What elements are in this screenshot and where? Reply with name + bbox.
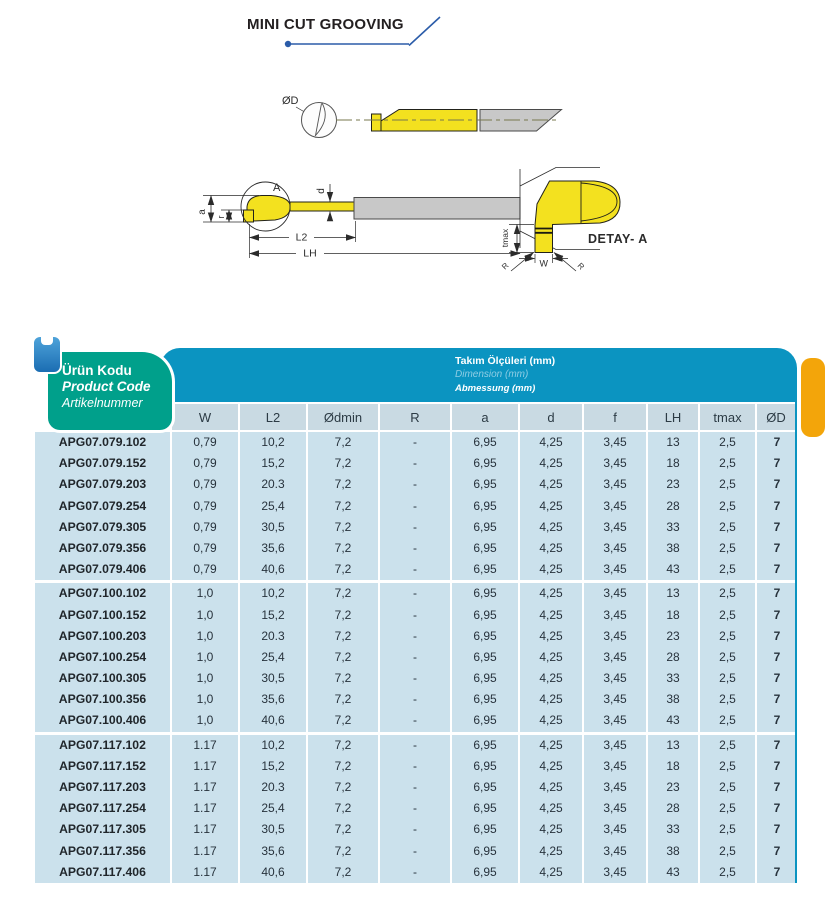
value-cell: 3,45 bbox=[584, 538, 648, 559]
value-cell: 6,95 bbox=[452, 689, 520, 710]
table-row bbox=[35, 689, 797, 710]
column-header-lh: LH bbox=[648, 402, 700, 430]
product-code-cell: APG07.117.356 bbox=[35, 841, 172, 862]
value-cell: 7 bbox=[773, 540, 781, 555]
product-code-cell: APG07.100.102 bbox=[35, 583, 172, 604]
value-cell: 1,0 bbox=[172, 647, 240, 668]
value-cell: 7 bbox=[773, 864, 781, 879]
table-row bbox=[35, 432, 797, 453]
value-cell: 2,5 bbox=[700, 841, 757, 862]
od-label: ØD bbox=[282, 95, 299, 107]
value-cell: 7 bbox=[773, 456, 781, 471]
value-cell: 1,0 bbox=[172, 626, 240, 647]
value-cell: 33 bbox=[648, 819, 700, 840]
value-cell: - bbox=[380, 668, 452, 689]
value-cell: 10,2 bbox=[240, 735, 308, 756]
value-cell: 18 bbox=[648, 756, 700, 777]
value-cell: 6,95 bbox=[452, 496, 520, 517]
value-cell: 18 bbox=[648, 453, 700, 474]
value-cell: 20.3 bbox=[240, 777, 308, 798]
value-cell: 43 bbox=[648, 862, 700, 883]
value-cell: 6,95 bbox=[452, 453, 520, 474]
value-cell: 3,45 bbox=[584, 735, 648, 756]
value-cell: 4,25 bbox=[520, 735, 584, 756]
table-row bbox=[35, 732, 797, 756]
value-cell: 13 bbox=[648, 583, 700, 604]
value-cell: 30,5 bbox=[240, 668, 308, 689]
value-cell: 7,2 bbox=[308, 605, 380, 626]
value-cell: 3,45 bbox=[584, 689, 648, 710]
value-cell: 7,2 bbox=[308, 496, 380, 517]
value-cell: 3,45 bbox=[584, 605, 648, 626]
value-cell: 2,5 bbox=[700, 496, 757, 517]
tmax-dim-label: tmax bbox=[500, 228, 510, 248]
value-cell: 7 bbox=[773, 628, 781, 643]
value-cell: 1,0 bbox=[172, 668, 240, 689]
table-row bbox=[35, 559, 797, 580]
value-cell: 3,45 bbox=[584, 841, 648, 862]
value-cell: - bbox=[380, 453, 452, 474]
value-cell: 4,25 bbox=[520, 626, 584, 647]
value-cell: 25,4 bbox=[240, 798, 308, 819]
value-cell: 7 bbox=[773, 692, 781, 707]
value-cell: 7 bbox=[773, 822, 781, 837]
value-cell: 13 bbox=[648, 735, 700, 756]
value-cell: 4,25 bbox=[520, 432, 584, 453]
value-cell: 30,5 bbox=[240, 819, 308, 840]
value-cell: 7,2 bbox=[308, 819, 380, 840]
value-cell: 6,95 bbox=[452, 517, 520, 538]
value-cell: 1,0 bbox=[172, 583, 240, 604]
value-cell: 7 bbox=[773, 758, 781, 773]
table-row bbox=[35, 453, 797, 474]
value-cell: 7 bbox=[773, 649, 781, 664]
product-code-cell: APG07.117.254 bbox=[35, 798, 172, 819]
value-cell: 6,95 bbox=[452, 735, 520, 756]
column-header-r: R bbox=[380, 402, 452, 430]
value-cell: 6,95 bbox=[452, 538, 520, 559]
value-cell: 6,95 bbox=[452, 798, 520, 819]
value-cell: 2,5 bbox=[700, 862, 757, 883]
value-cell: 7,2 bbox=[308, 689, 380, 710]
value-cell: 1.17 bbox=[172, 777, 240, 798]
title-underline bbox=[285, 17, 440, 47]
product-code-cell: APG07.100.305 bbox=[35, 668, 172, 689]
product-code-header-en: Product Code bbox=[62, 379, 151, 394]
product-code-cell: APG07.079.254 bbox=[35, 496, 172, 517]
table-row bbox=[35, 538, 797, 559]
value-cell: 4,25 bbox=[520, 798, 584, 819]
value-cell: 7 bbox=[773, 562, 781, 577]
value-cell: 40,6 bbox=[240, 862, 308, 883]
value-cell: 2,5 bbox=[700, 605, 757, 626]
product-code-cell: APG07.100.406 bbox=[35, 710, 172, 731]
value-cell: 23 bbox=[648, 626, 700, 647]
table-row bbox=[35, 496, 797, 517]
product-code-header bbox=[48, 352, 172, 430]
value-cell: 1.17 bbox=[172, 819, 240, 840]
value-cell: 38 bbox=[648, 689, 700, 710]
value-cell: 7,2 bbox=[308, 517, 380, 538]
value-cell: 2,5 bbox=[700, 559, 757, 580]
value-cell: 1,0 bbox=[172, 605, 240, 626]
product-code-cell: APG07.117.406 bbox=[35, 862, 172, 883]
value-cell: 33 bbox=[648, 517, 700, 538]
value-cell: 7,2 bbox=[308, 756, 380, 777]
value-cell: 4,25 bbox=[520, 538, 584, 559]
value-cell: 7,2 bbox=[308, 432, 380, 453]
value-cell: 1.17 bbox=[172, 841, 240, 862]
technical-drawing bbox=[0, 0, 825, 330]
value-cell: 3,45 bbox=[584, 756, 648, 777]
value-cell: 2,5 bbox=[700, 647, 757, 668]
value-cell: 7 bbox=[773, 843, 781, 858]
product-table bbox=[35, 348, 797, 888]
table-body bbox=[35, 432, 797, 883]
dimensions-header-tr: Takım Ölçüleri (mm) bbox=[455, 355, 556, 367]
value-cell: 38 bbox=[648, 538, 700, 559]
product-code-cell: APG07.100.203 bbox=[35, 626, 172, 647]
product-code-cell: APG07.100.356 bbox=[35, 689, 172, 710]
value-cell: 15,2 bbox=[240, 453, 308, 474]
value-cell: 38 bbox=[648, 841, 700, 862]
value-cell: 2,5 bbox=[700, 626, 757, 647]
product-code-cell: APG07.079.406 bbox=[35, 559, 172, 580]
value-cell: 4,25 bbox=[520, 819, 584, 840]
value-cell: 2,5 bbox=[700, 819, 757, 840]
value-cell: 3,45 bbox=[584, 819, 648, 840]
value-cell: 2,5 bbox=[700, 710, 757, 731]
detail-title: DETAY- A bbox=[588, 232, 648, 246]
shank bbox=[354, 198, 520, 220]
value-cell: 15,2 bbox=[240, 605, 308, 626]
w-dim-label: W bbox=[539, 258, 548, 269]
value-cell: 4,25 bbox=[520, 710, 584, 731]
value-cell: 0,79 bbox=[172, 538, 240, 559]
column-header-l2: L2 bbox=[240, 402, 308, 430]
value-cell: 7 bbox=[773, 780, 781, 794]
product-code-cell: APG07.079.102 bbox=[35, 432, 172, 453]
value-cell: - bbox=[380, 496, 452, 517]
value-cell: 2,5 bbox=[700, 474, 757, 495]
value-cell: - bbox=[380, 647, 452, 668]
value-cell: 25,4 bbox=[240, 496, 308, 517]
value-cell: 28 bbox=[648, 647, 700, 668]
value-cell: 43 bbox=[648, 710, 700, 731]
lh-dim-label: LH bbox=[303, 247, 317, 260]
value-cell: 18 bbox=[648, 605, 700, 626]
value-cell: 6,95 bbox=[452, 819, 520, 840]
table-row bbox=[35, 474, 797, 495]
value-cell: - bbox=[380, 583, 452, 604]
value-cell: 43 bbox=[648, 559, 700, 580]
value-cell: 1,0 bbox=[172, 710, 240, 731]
value-cell: 1.17 bbox=[172, 862, 240, 883]
value-cell: 3,45 bbox=[584, 432, 648, 453]
radius-right-label: R bbox=[575, 261, 586, 272]
value-cell: 7,2 bbox=[308, 583, 380, 604]
table-right-edge bbox=[795, 402, 797, 883]
value-cell: 6,95 bbox=[452, 710, 520, 731]
product-code-cell: APG07.079.356 bbox=[35, 538, 172, 559]
value-cell: 0,79 bbox=[172, 453, 240, 474]
value-cell: 7,2 bbox=[308, 453, 380, 474]
dimensions-header-de: Abmessung (mm) bbox=[455, 383, 536, 394]
value-cell: 6,95 bbox=[452, 474, 520, 495]
column-header-od: ØD bbox=[757, 402, 797, 430]
value-cell: 7,2 bbox=[308, 777, 380, 798]
end-view-circle bbox=[302, 103, 337, 138]
value-cell: 6,95 bbox=[452, 756, 520, 777]
value-cell: 23 bbox=[648, 474, 700, 495]
product-code-header-tr: Ürün Kodu bbox=[62, 363, 132, 378]
product-code-cell: APG07.117.102 bbox=[35, 735, 172, 756]
value-cell: 7,2 bbox=[308, 735, 380, 756]
value-cell: - bbox=[380, 517, 452, 538]
product-code-cell: APG07.100.254 bbox=[35, 647, 172, 668]
product-code-cell: APG07.079.152 bbox=[35, 453, 172, 474]
value-cell: 2,5 bbox=[700, 668, 757, 689]
value-cell: 7 bbox=[773, 435, 781, 449]
value-cell: - bbox=[380, 538, 452, 559]
l2-dim-label: L2 bbox=[295, 231, 308, 244]
value-cell: 25,4 bbox=[240, 647, 308, 668]
value-cell: 4,25 bbox=[520, 689, 584, 710]
value-cell: 6,95 bbox=[452, 559, 520, 580]
value-cell: 3,45 bbox=[584, 517, 648, 538]
value-cell: 3,45 bbox=[584, 474, 648, 495]
column-header-odmin: Ødmin bbox=[308, 402, 380, 430]
value-cell: - bbox=[380, 777, 452, 798]
value-cell: 6,95 bbox=[452, 626, 520, 647]
column-header-d: d bbox=[520, 402, 584, 430]
value-cell: 1.17 bbox=[172, 756, 240, 777]
table-row bbox=[35, 668, 797, 689]
product-code-cell: APG07.100.152 bbox=[35, 605, 172, 626]
value-cell: 7,2 bbox=[308, 647, 380, 668]
table-row bbox=[35, 798, 797, 819]
value-cell: 40,6 bbox=[240, 559, 308, 580]
value-cell: 6,95 bbox=[452, 605, 520, 626]
value-cell: 4,25 bbox=[520, 496, 584, 517]
tool-side-view bbox=[282, 95, 562, 138]
value-cell: 4,25 bbox=[520, 862, 584, 883]
value-cell: - bbox=[380, 432, 452, 453]
value-cell: - bbox=[380, 756, 452, 777]
value-cell: 35,6 bbox=[240, 689, 308, 710]
value-cell: 33 bbox=[648, 668, 700, 689]
product-code-cell: APG07.117.203 bbox=[35, 777, 172, 798]
value-cell: 7 bbox=[773, 713, 781, 728]
value-cell: 3,45 bbox=[584, 668, 648, 689]
table-row bbox=[35, 756, 797, 777]
value-cell: 4,25 bbox=[520, 583, 584, 604]
value-cell: 6,95 bbox=[452, 583, 520, 604]
product-code-cell: APG07.117.152 bbox=[35, 756, 172, 777]
value-cell: 3,45 bbox=[584, 777, 648, 798]
steel-shank bbox=[480, 110, 562, 132]
table-row bbox=[35, 777, 797, 798]
detail-ref-label: A bbox=[273, 182, 281, 194]
value-cell: 0,79 bbox=[172, 517, 240, 538]
bookmark-icon[interactable] bbox=[32, 335, 62, 374]
table-row bbox=[35, 819, 797, 840]
value-cell: 3,45 bbox=[584, 798, 648, 819]
value-cell: 2,5 bbox=[700, 777, 757, 798]
value-cell: 3,45 bbox=[584, 453, 648, 474]
table-row bbox=[35, 710, 797, 731]
value-cell: - bbox=[380, 798, 452, 819]
dimensions-header-en: Dimension (mm) bbox=[455, 369, 529, 380]
value-cell: 7,2 bbox=[308, 559, 380, 580]
value-cell: - bbox=[380, 474, 452, 495]
value-cell: 2,5 bbox=[700, 756, 757, 777]
value-cell: 6,95 bbox=[452, 777, 520, 798]
value-cell: 2,5 bbox=[700, 689, 757, 710]
value-cell: 3,45 bbox=[584, 583, 648, 604]
value-cell: 7,2 bbox=[308, 798, 380, 819]
page-index-tab[interactable] bbox=[801, 358, 825, 437]
value-cell: 35,6 bbox=[240, 841, 308, 862]
table-row bbox=[35, 605, 797, 626]
value-cell: 35,6 bbox=[240, 538, 308, 559]
value-cell: - bbox=[380, 559, 452, 580]
value-cell: 0,79 bbox=[172, 432, 240, 453]
value-cell: 2,5 bbox=[700, 432, 757, 453]
product-code-header-de: Artikelnummer bbox=[62, 396, 143, 410]
value-cell: 4,25 bbox=[520, 559, 584, 580]
value-cell: 7,2 bbox=[308, 710, 380, 731]
cutting-tip bbox=[372, 114, 382, 131]
value-cell: - bbox=[380, 735, 452, 756]
table-row bbox=[35, 517, 797, 538]
value-cell: 6,95 bbox=[452, 668, 520, 689]
value-cell: 40,6 bbox=[240, 710, 308, 731]
value-cell: 7 bbox=[773, 519, 781, 534]
product-code-cell: APG07.079.305 bbox=[35, 517, 172, 538]
value-cell: 23 bbox=[648, 777, 700, 798]
value-cell: 3,45 bbox=[584, 862, 648, 883]
value-cell: 3,45 bbox=[584, 626, 648, 647]
value-cell: 10,2 bbox=[240, 432, 308, 453]
value-cell: - bbox=[380, 862, 452, 883]
value-cell: 1.17 bbox=[172, 735, 240, 756]
value-cell: 7,2 bbox=[308, 841, 380, 862]
value-cell: 7,2 bbox=[308, 474, 380, 495]
value-cell: 2,5 bbox=[700, 798, 757, 819]
radius-left-label: R bbox=[500, 261, 511, 272]
value-cell: 3,45 bbox=[584, 647, 648, 668]
column-header-tmax: tmax bbox=[700, 402, 757, 430]
value-cell: 4,25 bbox=[520, 605, 584, 626]
value-cell: 6,95 bbox=[452, 862, 520, 883]
detail-a-view bbox=[500, 181, 648, 272]
value-cell: 7 bbox=[773, 607, 781, 622]
value-cell: 4,25 bbox=[520, 647, 584, 668]
value-cell: 6,95 bbox=[452, 432, 520, 453]
table-row bbox=[35, 862, 797, 883]
a-dim-label: a bbox=[197, 209, 208, 215]
value-cell: 7,2 bbox=[308, 538, 380, 559]
value-cell: 15,2 bbox=[240, 756, 308, 777]
value-cell: - bbox=[380, 605, 452, 626]
value-cell: 7,2 bbox=[308, 626, 380, 647]
product-code-cell: APG07.117.305 bbox=[35, 819, 172, 840]
r-dim-label: r bbox=[216, 215, 226, 219]
value-cell: 28 bbox=[648, 496, 700, 517]
value-cell: 2,5 bbox=[700, 583, 757, 604]
value-cell: 1,0 bbox=[172, 689, 240, 710]
value-cell: 20.3 bbox=[240, 626, 308, 647]
value-cell: 7,2 bbox=[308, 668, 380, 689]
value-cell: 2,5 bbox=[700, 735, 757, 756]
value-cell: 4,25 bbox=[520, 474, 584, 495]
value-cell: 0,79 bbox=[172, 496, 240, 517]
value-cell: 4,25 bbox=[520, 453, 584, 474]
value-cell: 13 bbox=[648, 432, 700, 453]
value-cell: 2,5 bbox=[700, 517, 757, 538]
value-cell: 7,2 bbox=[308, 862, 380, 883]
value-cell: 7 bbox=[773, 671, 781, 686]
value-cell: - bbox=[380, 819, 452, 840]
table-row bbox=[35, 647, 797, 668]
value-cell: - bbox=[380, 689, 452, 710]
column-header-f: f bbox=[584, 402, 648, 430]
value-cell: 4,25 bbox=[520, 777, 584, 798]
value-cell: 2,5 bbox=[700, 453, 757, 474]
value-cell: 7 bbox=[773, 586, 781, 601]
dimensions-header-band bbox=[160, 348, 797, 402]
value-cell: 0,79 bbox=[172, 474, 240, 495]
value-cell: 4,25 bbox=[520, 841, 584, 862]
table-row bbox=[35, 841, 797, 862]
value-cell: 4,25 bbox=[520, 668, 584, 689]
value-cell: 3,45 bbox=[584, 559, 648, 580]
page-title: MINI CUT GROOVING bbox=[247, 16, 404, 33]
value-cell: 6,95 bbox=[452, 647, 520, 668]
value-cell: 2,5 bbox=[700, 538, 757, 559]
value-cell: 4,25 bbox=[520, 517, 584, 538]
value-cell: 7 bbox=[773, 801, 781, 816]
value-cell: 20.3 bbox=[240, 474, 308, 495]
table-row bbox=[35, 626, 797, 647]
column-header-a: a bbox=[452, 402, 520, 430]
value-cell: 7 bbox=[773, 498, 781, 513]
d-dim-label: d bbox=[316, 188, 327, 194]
value-cell: 6,95 bbox=[452, 841, 520, 862]
table-row bbox=[35, 580, 797, 604]
value-cell: 10,2 bbox=[240, 583, 308, 604]
column-header-w: W bbox=[172, 402, 240, 430]
value-cell: 4,25 bbox=[520, 756, 584, 777]
value-cell: 30,5 bbox=[240, 517, 308, 538]
value-cell: 7 bbox=[773, 477, 781, 492]
value-cell: - bbox=[380, 710, 452, 731]
carbide-shaft bbox=[290, 202, 354, 211]
value-cell: 28 bbox=[648, 798, 700, 819]
value-cell: - bbox=[380, 626, 452, 647]
value-cell: 0,79 bbox=[172, 559, 240, 580]
value-cell: 1.17 bbox=[172, 798, 240, 819]
value-cell: 3,45 bbox=[584, 496, 648, 517]
value-cell: 7 bbox=[773, 737, 781, 752]
value-cell: 3,45 bbox=[584, 710, 648, 731]
product-code-cell: APG07.079.203 bbox=[35, 474, 172, 495]
value-cell: - bbox=[380, 841, 452, 862]
